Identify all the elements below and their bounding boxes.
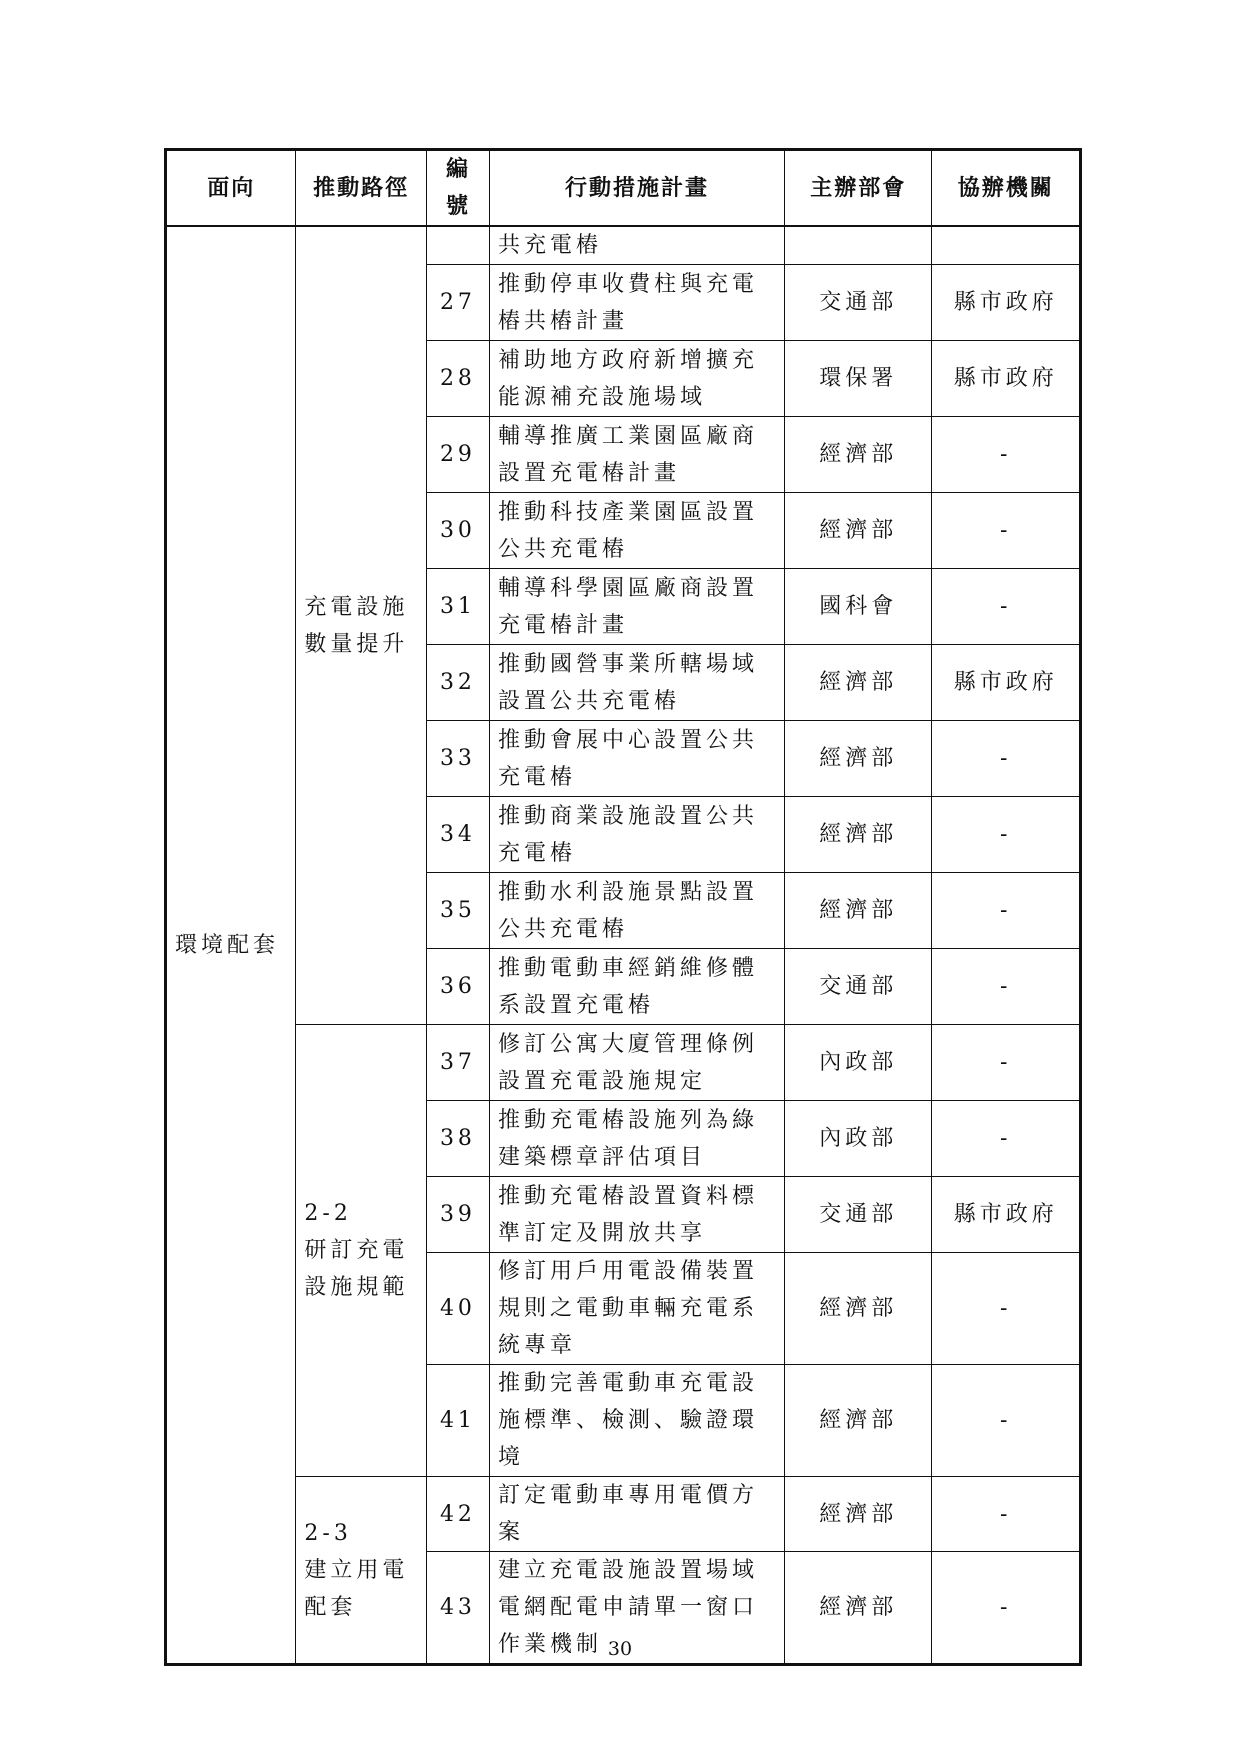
lead-agency-cell: 交通部 [785,265,932,341]
lead-agency-cell: 經濟部 [785,873,932,949]
path-cell: 2-3 建立用電 配套 [296,1477,426,1665]
assist-agency-cell: - [932,1477,1081,1552]
number-cell: 42 [426,1477,489,1552]
plan-cell: 推動電動車經銷維修體系設置充電樁 [490,949,785,1025]
plan-cell: 輔導推廣工業園區廠商設置充電樁計畫 [490,417,785,493]
lead-agency-cell: 國科會 [785,569,932,645]
plan-cell: 推動商業設施設置公共充電樁 [490,797,785,873]
lead-agency-cell: 經濟部 [785,1253,932,1365]
lead-agency-cell: 環保署 [785,341,932,417]
lead-agency-cell: 經濟部 [785,1365,932,1477]
assist-agency-cell: - [932,1253,1081,1365]
lead-agency-cell: 交通部 [785,949,932,1025]
plan-cell: 補助地方政府新增擴充能源補充設施場域 [490,341,785,417]
lead-agency-cell [785,226,932,265]
table-header-row [166,150,1081,227]
number-cell: 29 [426,417,489,493]
table-row [166,1025,1081,1101]
number-cell: 41 [426,1365,489,1477]
number-cell: 33 [426,721,489,797]
number-cell: 32 [426,645,489,721]
plan-cell: 建立充電設施設置場域電網配電申請單一窗口作業機制 [490,1552,785,1665]
path-cell: 充電設施 數量提升 [296,226,426,1025]
lead-agency-cell: 經濟部 [785,1477,932,1552]
assist-agency-cell: - [932,569,1081,645]
lead-agency-cell: 內政部 [785,1101,932,1177]
lead-agency-cell: 經濟部 [785,721,932,797]
plan-cell: 推動國營事業所轄場域設置公共充電樁 [490,645,785,721]
header-path: 推動路徑 [296,150,426,227]
number-cell: 40 [426,1253,489,1365]
table-body [166,226,1081,1665]
lead-agency-cell: 經濟部 [785,645,932,721]
assist-agency-cell [932,226,1081,265]
number-cell: 28 [426,341,489,417]
header-assist-agency: 協辦機關 [932,150,1081,227]
lead-agency-cell: 經濟部 [785,797,932,873]
assist-agency-cell: - [932,1025,1081,1101]
plan-cell: 訂定電動車專用電價方案 [490,1477,785,1552]
measures-table [164,148,1082,1666]
aspect-cell: 環境配套 [166,226,296,1665]
plan-cell: 共充電樁 [490,226,785,265]
lead-agency-cell: 經濟部 [785,493,932,569]
assist-agency-cell: - [932,417,1081,493]
header-lead-agency: 主辦部會 [785,150,932,227]
table-row [166,226,1081,265]
header-number: 編號 [426,150,489,227]
header-aspect: 面向 [166,150,296,227]
number-cell [426,226,489,265]
assist-agency-cell: - [932,1552,1081,1665]
assist-agency-cell: - [932,797,1081,873]
page-number: 30 [607,1638,633,1660]
assist-agency-cell: 縣市政府 [932,645,1081,721]
assist-agency-cell: 縣市政府 [932,1177,1081,1253]
table-row [166,1477,1081,1552]
lead-agency-cell: 經濟部 [785,417,932,493]
plan-cell: 修訂用戶用電設備裝置規則之電動車輛充電系統專章 [490,1253,785,1365]
lead-agency-cell: 交通部 [785,1177,932,1253]
number-cell: 36 [426,949,489,1025]
assist-agency-cell: - [932,873,1081,949]
number-cell: 34 [426,797,489,873]
assist-agency-cell: - [932,949,1081,1025]
header-plan: 行動措施計畫 [490,150,785,227]
number-cell: 37 [426,1025,489,1101]
plan-cell: 推動會展中心設置公共充電樁 [490,721,785,797]
plan-cell: 推動水利設施景點設置公共充電樁 [490,873,785,949]
plan-cell: 推動完善電動車充電設施標準、檢測、驗證環境 [490,1365,785,1477]
plan-cell: 推動停車收費柱與充電樁共樁計畫 [490,265,785,341]
plan-cell: 推動科技產業園區設置公共充電樁 [490,493,785,569]
number-cell: 30 [426,493,489,569]
plan-cell: 輔導科學園區廠商設置充電樁計畫 [490,569,785,645]
assist-agency-cell: - [932,1365,1081,1477]
number-cell: 39 [426,1177,489,1253]
plan-cell: 修訂公寓大廈管理條例設置充電設施規定 [490,1025,785,1101]
plan-cell: 推動充電樁設置資料標準訂定及開放共享 [490,1177,785,1253]
assist-agency-cell: - [932,721,1081,797]
number-cell: 38 [426,1101,489,1177]
assist-agency-cell: - [932,1101,1081,1177]
lead-agency-cell: 內政部 [785,1025,932,1101]
number-cell: 31 [426,569,489,645]
assist-agency-cell: 縣市政府 [932,341,1081,417]
lead-agency-cell: 經濟部 [785,1552,932,1665]
plan-cell: 推動充電樁設施列為綠建築標章評估項目 [490,1101,785,1177]
assist-agency-cell: 縣市政府 [932,265,1081,341]
number-cell: 27 [426,265,489,341]
assist-agency-cell: - [932,493,1081,569]
number-cell: 35 [426,873,489,949]
number-cell: 43 [426,1552,489,1665]
path-cell: 2-2 研訂充電 設施規範 [296,1025,426,1477]
